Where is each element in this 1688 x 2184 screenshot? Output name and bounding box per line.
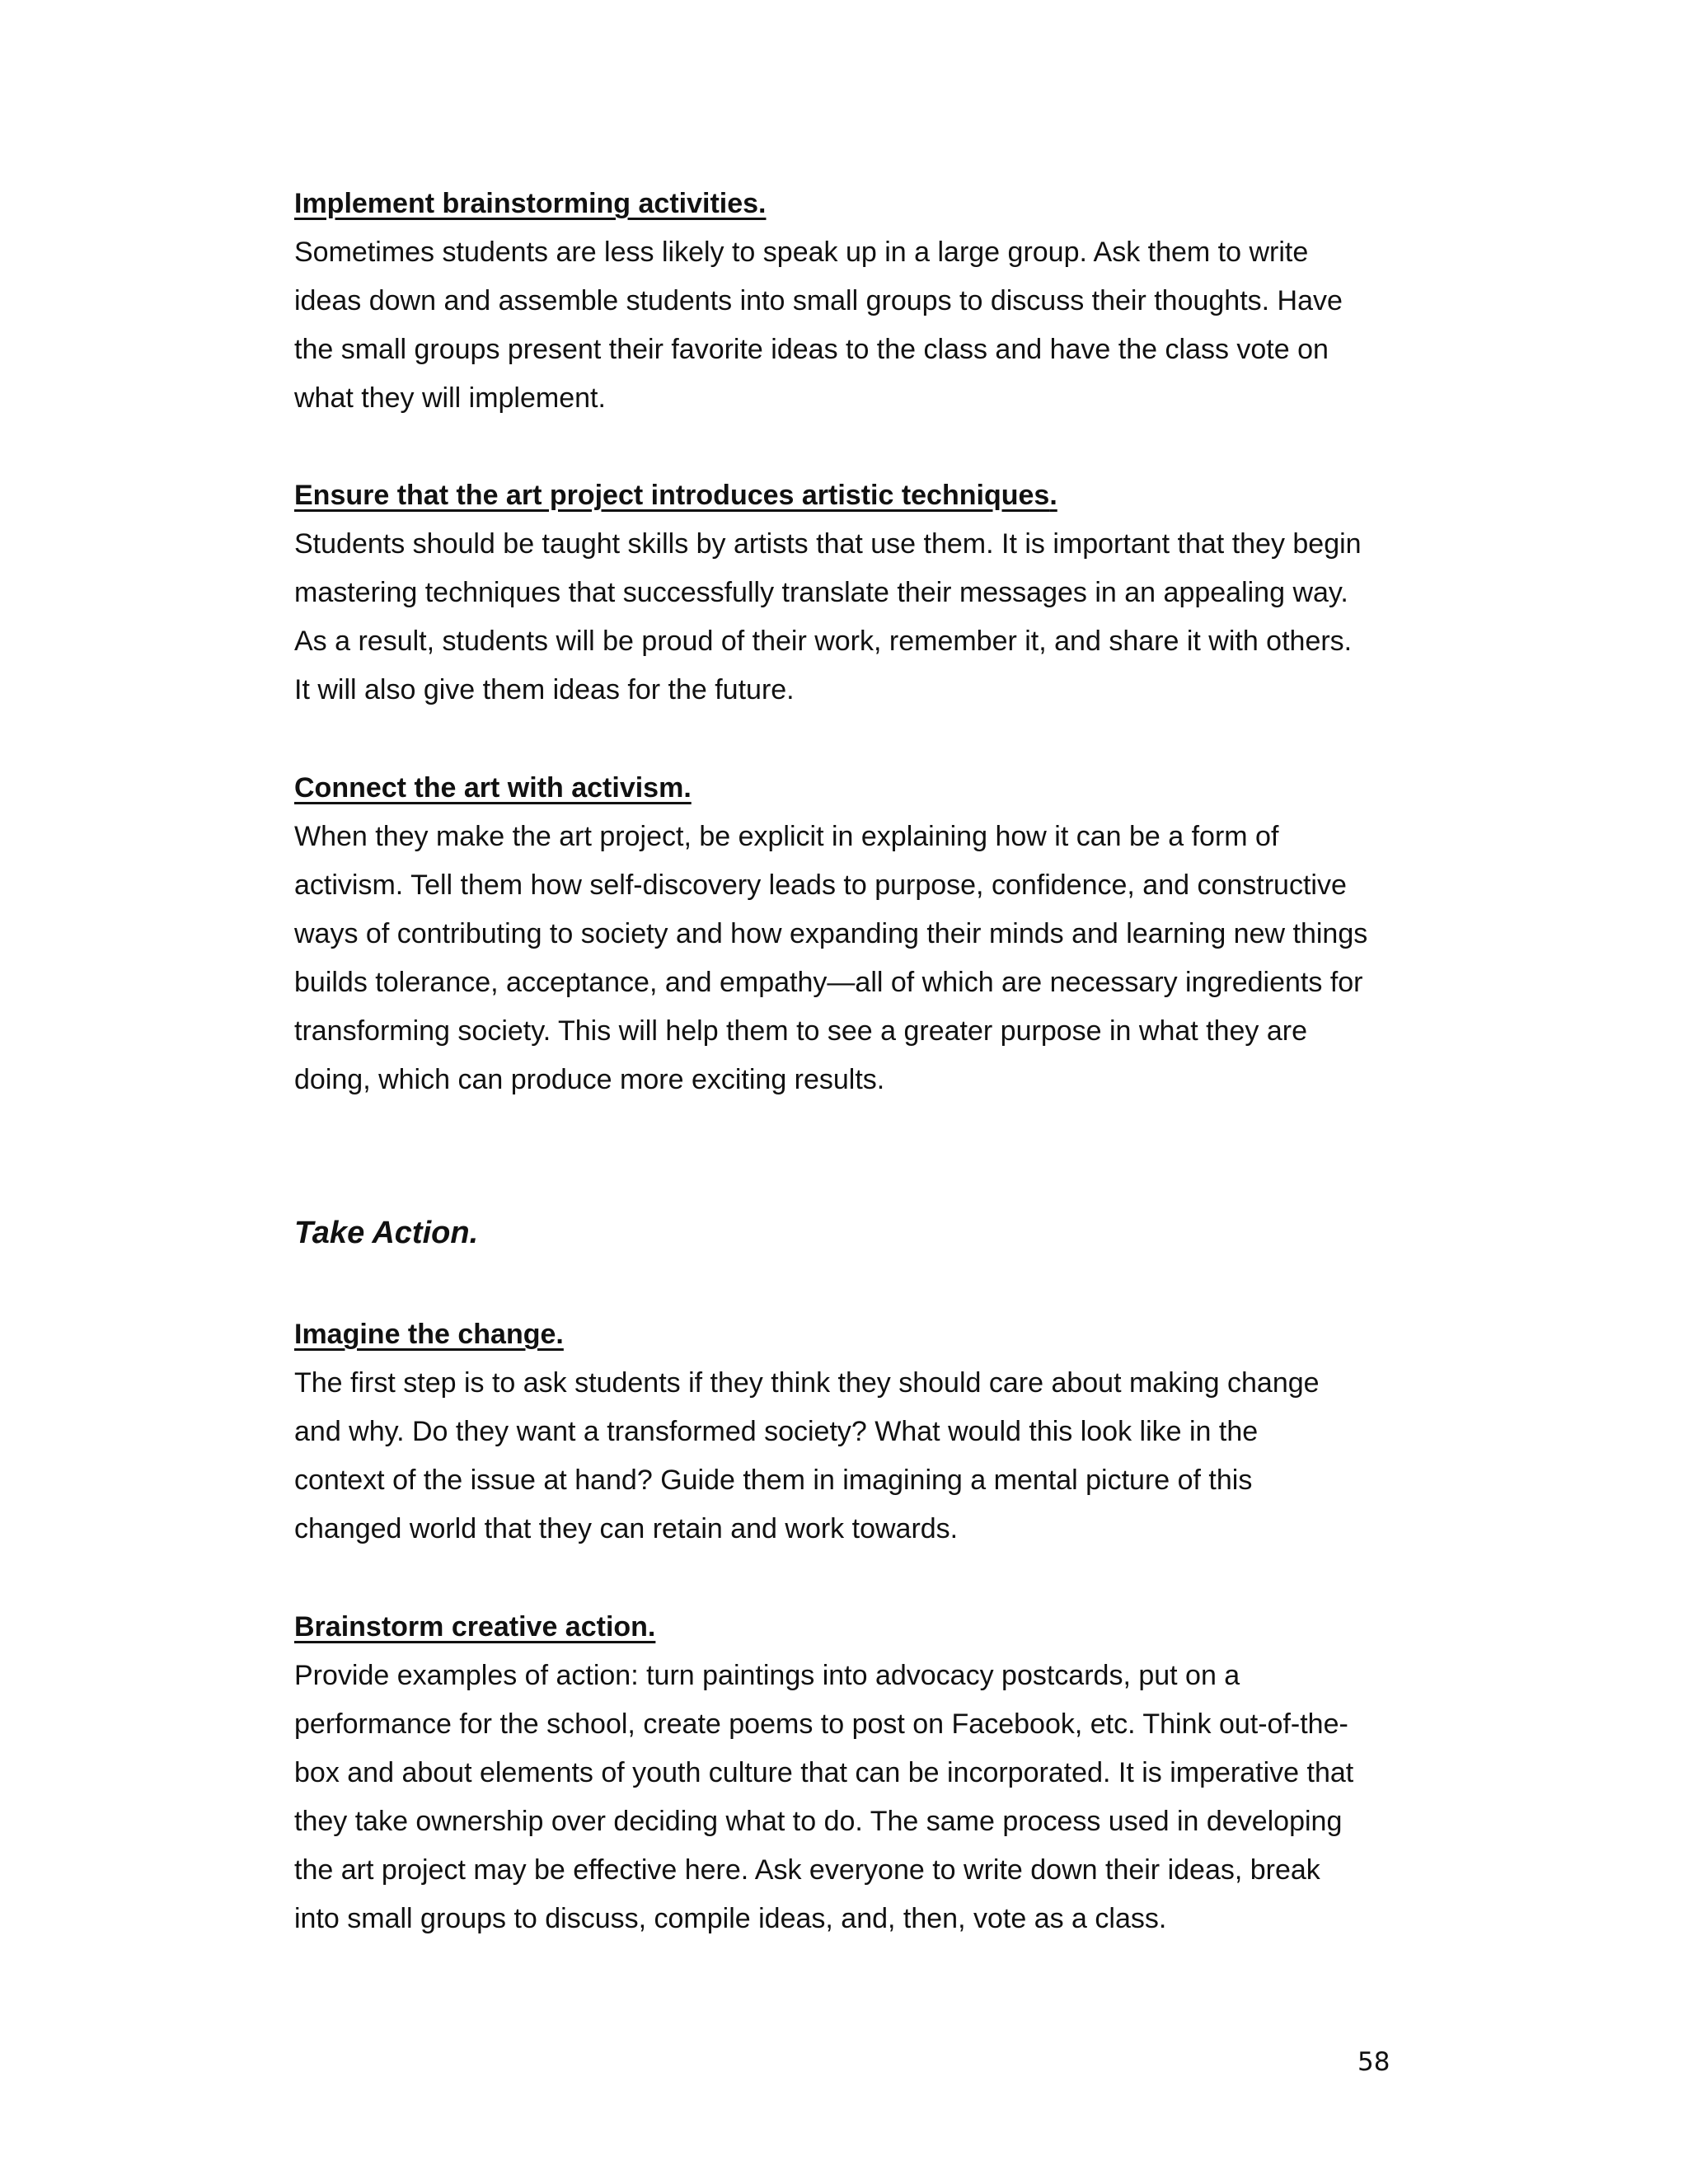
page-number: 58 xyxy=(1357,2047,1390,2077)
body-line: performance for the school, create poems to post on Facebook, etc. Think out-of-the- xyxy=(294,1708,1348,1740)
body-line: Provide examples of action: turn paintings into advocacy postcards, put on a xyxy=(294,1660,1240,1691)
section-heading-text: Ensure that the art project introduces artistic techniques xyxy=(294,480,1050,511)
section-heading-period: . xyxy=(1049,480,1057,511)
body-line: It will also give them ideas for the future. xyxy=(294,674,795,705)
body-line: transforming society. This will help them to see a greater purpose in what they are xyxy=(294,1015,1308,1047)
section-brainstorm-creative-action xyxy=(294,1603,1399,1943)
body-line: Sometimes students are less likely to speak up in a large group. Ask them to write xyxy=(294,237,1309,268)
body-line: the small groups present their favorite ideas to the class and have the class vote on xyxy=(294,334,1329,365)
body-line: mastering techniques that successfully translate their messages in an appealing way. xyxy=(294,577,1348,608)
body-line: and why. Do they want a transformed society? What would this look like in the xyxy=(294,1416,1259,1447)
body-line: doing, which can produce more exciting results. xyxy=(294,1064,885,1095)
body-line: context of the issue at hand? Guide them in imagining a mental picture of this xyxy=(294,1465,1253,1496)
section-imagine-change xyxy=(294,1310,1399,1554)
body-line: the art project may be effective here. Ask everyone to write down their ideas, break xyxy=(294,1854,1320,1886)
body-line: into small groups to discuss, compile ideas, and, then, vote as a class. xyxy=(294,1903,1167,1934)
body-line: As a result, students will be proud of their work, remember it, and share it with others. xyxy=(294,626,1353,657)
body-line: activism. Tell them how self-discovery leads to purpose, confidence, and constructive xyxy=(294,869,1347,901)
body-line: what they will implement. xyxy=(294,382,606,414)
body-line: they take ownership over deciding what to do. The same process used in developing xyxy=(294,1806,1343,1837)
section-heading xyxy=(294,471,1399,520)
section-heading: Imagine the change. xyxy=(294,1319,564,1350)
body-line: changed world that they can retain and work towards. xyxy=(294,1513,959,1544)
body-line: ideas down and assemble students into small groups to discuss their thoughts. Have xyxy=(294,285,1343,316)
section-heading: Brainstorm creative action. xyxy=(294,1611,656,1643)
section-heading: Implement brainstorming activities. xyxy=(294,188,767,219)
section-artistic-techniques xyxy=(294,471,1399,715)
body-line: Students should be taught skills by artists that use them. It is important that they begin xyxy=(294,528,1362,560)
section-connect-activism xyxy=(294,764,1399,1104)
section-heading: Connect the art with activism. xyxy=(294,772,692,804)
section-title: Take Action. xyxy=(294,1216,479,1250)
body-line: ways of contributing to society and how expanding their minds and learning new things xyxy=(294,918,1368,949)
body-line: When they make the art project, be explicit in explaining how it can be a form of xyxy=(294,821,1279,852)
body-line: The first step is to ask students if they think they should care about making change xyxy=(294,1367,1320,1399)
body-line: builds tolerance, acceptance, and empathy—all of which are necessary ingredients for xyxy=(294,967,1363,998)
body-line: box and about elements of youth culture that can be incorporated. It is imperative that xyxy=(294,1757,1354,1788)
section-implement-brainstorming xyxy=(294,180,1399,423)
